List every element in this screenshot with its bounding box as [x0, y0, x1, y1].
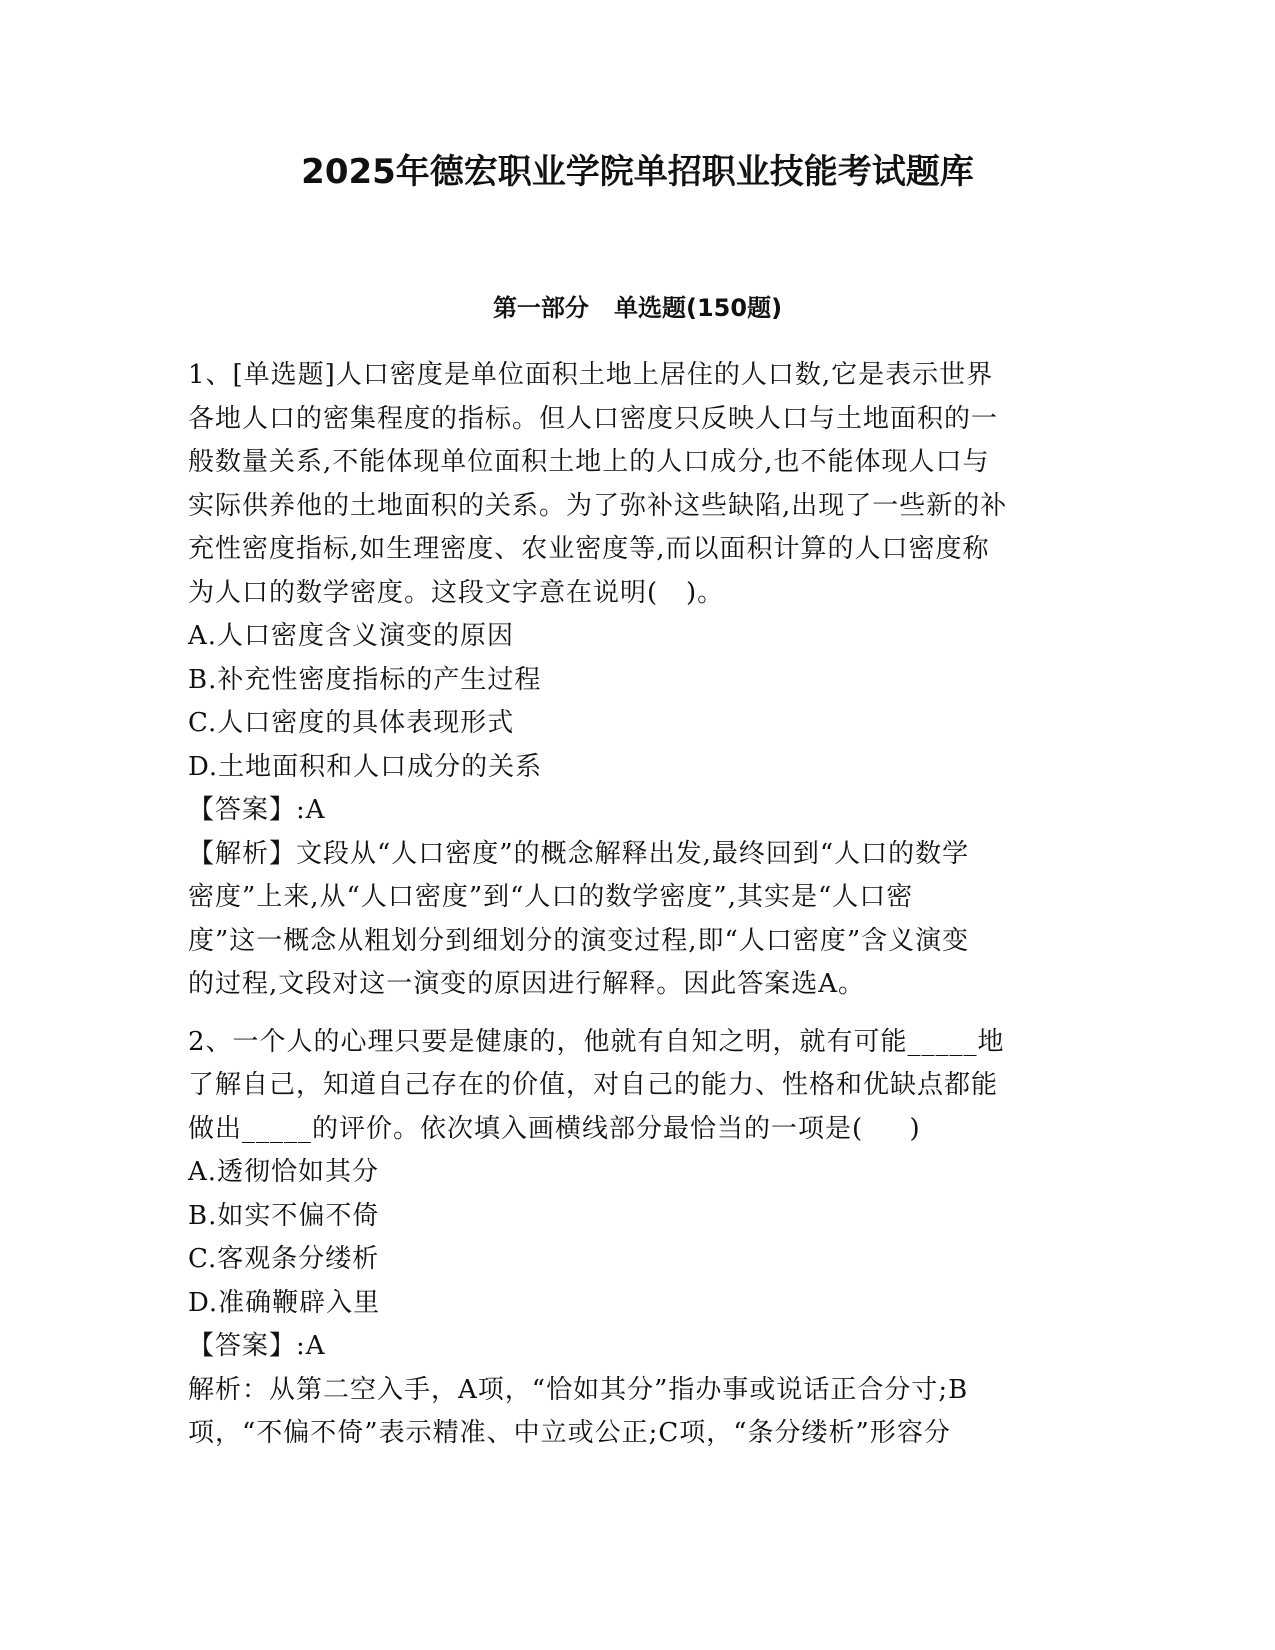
question-text-line: 充性密度指标,如生理密度、农业密度等,而以面积计算的人口密度称 — [188, 534, 990, 564]
analysis-line: 解析：从第二空入手，A项，“恰如其分”指办事或说话正合分寸;B — [188, 1374, 969, 1405]
option-d: D.准确鞭辟入里 — [188, 1287, 381, 1318]
analysis-line: 项，“不偏不倚”表示精准、中立或公正;C项，“条分缕析”形容分 — [188, 1418, 951, 1448]
questions-body — [188, 354, 1088, 1456]
question-text-line: 各地人口的密集程度的指标。但人口密度只反映人口与土地面积的一 — [188, 403, 999, 434]
answer-line: 【答案】:A — [188, 1331, 326, 1361]
analysis-line: 度”这一概念从粗划分到细划分的演变过程,即“人口密度”含义演变 — [188, 925, 970, 956]
analysis-line: 密度”上来,从“人口密度”到“人口的数学密度”,其实是“人口密 — [188, 882, 914, 912]
question-text-line: 实际供养他的土地面积的关系。为了弥补这些缺陷,出现了一些新的补 — [188, 490, 1008, 521]
question-text-line: 1、[单选题]人口密度是单位面积土地上居住的人口数,它是表示世界 — [188, 360, 994, 390]
analysis-line: 【解析】文段从“人口密度”的概念解释出发,最终回到“人口的数学 — [188, 838, 970, 869]
question-2 — [188, 1021, 1088, 1456]
question-text-line: 般数量关系,不能体现单位面积土地上的人口成分,也不能体现人口与 — [188, 447, 990, 477]
option-a: A.人口密度含义演变的原因 — [188, 621, 515, 651]
question-1 — [188, 354, 1088, 1007]
option-b: B.补充性密度指标的产生过程 — [188, 664, 542, 695]
question-text-line: 2、一个人的心理只要是健康的，他就有自知之明，就有可能_____地 — [188, 1026, 1005, 1057]
option-a: A.透彻恰如其分 — [188, 1157, 380, 1187]
document-title: 2025年德宏职业学院单招职业技能考试题库 — [301, 152, 974, 192]
section-title: 第一部分 单选题(150题) — [492, 294, 783, 322]
option-c: C.客观条分缕析 — [188, 1244, 380, 1274]
question-text-line: 为人口的数学密度。这段文字意在说明( )。 — [188, 577, 725, 608]
option-b: B.如实不偏不倚 — [188, 1200, 380, 1231]
option-c: C.人口密度的具体表现形式 — [188, 708, 515, 738]
question-spacer — [188, 1007, 1088, 1021]
question-text-line: 做出_____的评价。依次填入画横线部分最恰当的一项是( ) — [188, 1113, 921, 1144]
question-text-line: 了解自己，知道自己存在的价值，对自己的能力、性格和优缺点都能 — [188, 1070, 999, 1100]
option-d: D.土地面积和人口成分的关系 — [188, 751, 543, 782]
analysis-line: 的过程,文段对这一演变的原因进行解释。因此答案选A。 — [188, 969, 866, 999]
answer-line: 【答案】:A — [188, 795, 326, 825]
